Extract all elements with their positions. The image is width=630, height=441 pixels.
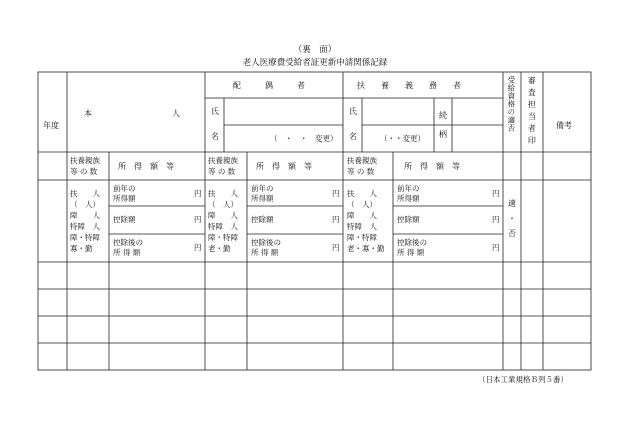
dependent-prev-year-l2: 所得額 bbox=[397, 194, 420, 203]
principal-dep-a: 扶 人 bbox=[70, 189, 100, 198]
clerk-seal-header: 審査担当者印 bbox=[527, 76, 537, 148]
principal-yen-3: 円 bbox=[194, 243, 202, 252]
dependent-income-header: 所 得 額 等 bbox=[404, 162, 460, 171]
dependent-after-ded-l1: 控除後の bbox=[397, 238, 427, 247]
spouse-header: 配 偶 者 bbox=[233, 81, 305, 90]
spouse-dep-count-l1: 扶養親族 bbox=[208, 156, 238, 165]
spouse-prev-year-l1: 前年の bbox=[251, 184, 274, 193]
principal-dep-count-l2: 等 の 数 bbox=[70, 167, 98, 176]
spouse-dep-a: 扶 人 bbox=[208, 189, 238, 198]
spouse-dep-f: 老・勤 bbox=[208, 244, 231, 253]
spouse-after-ded-l2: 所 得 額 bbox=[251, 248, 279, 257]
spouse-change-date: （ ・ ・ 変更） bbox=[270, 134, 338, 143]
dependent-dep-b: （ 人） bbox=[347, 200, 377, 209]
dependent-dep-a: 扶 人 bbox=[347, 189, 377, 198]
dependent-dep-count-l2: 等 の 数 bbox=[347, 167, 375, 176]
principal-dep-count-l1: 扶養親族 bbox=[70, 156, 100, 165]
principal-dep-e: 障・特障 bbox=[70, 233, 100, 242]
principal-dep-d: 特障 人 bbox=[70, 222, 100, 231]
principal-header: 本 人 bbox=[84, 109, 180, 118]
spouse-name-char-2: 名 bbox=[211, 132, 219, 141]
year-header: 年度 bbox=[43, 121, 59, 130]
spouse-dep-b: （ 人） bbox=[208, 200, 238, 209]
eligibility-mark-1: 適 bbox=[508, 199, 516, 208]
spouse-yen-3: 円 bbox=[332, 243, 340, 252]
spouse-yen-1: 円 bbox=[332, 189, 340, 198]
dependent-name-char-1: 氏 bbox=[349, 107, 357, 116]
relation-char-2: 柄 bbox=[439, 130, 447, 139]
dependent-dep-count-l1: 扶養親族 bbox=[347, 156, 377, 165]
relation-char-1: 続 bbox=[439, 111, 447, 120]
principal-deduction: 控除額 bbox=[113, 215, 136, 224]
principal-prev-year-l1: 前年の bbox=[113, 184, 136, 193]
principal-yen-2: 円 bbox=[194, 215, 202, 224]
spouse-dep-e: 障・特障 bbox=[208, 233, 238, 242]
spouse-yen-2: 円 bbox=[332, 215, 340, 224]
principal-yen-1: 円 bbox=[194, 189, 202, 198]
principal-prev-year-l2: 所得額 bbox=[113, 194, 136, 203]
dependent-prev-year-l1: 前年の bbox=[397, 184, 420, 193]
spouse-dep-c: 障 人 bbox=[208, 211, 238, 220]
spouse-dep-d: 特障 人 bbox=[208, 222, 238, 231]
principal-dep-c: 障 人 bbox=[70, 211, 100, 220]
principal-after-ded-l1: 控除後の bbox=[113, 238, 143, 247]
eligibility-header: 受給資格の適否 bbox=[506, 76, 516, 132]
dependent-dep-d: 特障 人 bbox=[347, 222, 377, 231]
paper-standard-note: （日本工業規格Ｂ列５番） bbox=[478, 375, 568, 384]
eligibility-mark-3: 否 bbox=[508, 229, 516, 238]
dependent-deduction: 控除額 bbox=[397, 215, 420, 224]
principal-income-header: 所 得 額 等 bbox=[118, 162, 174, 171]
eligibility-mark-2: ・ bbox=[508, 214, 516, 223]
dependent-header: 扶 養 義 務 者 bbox=[357, 81, 461, 90]
dependent-yen-2: 円 bbox=[492, 215, 500, 224]
form-title: 老人医療費受給者証更新申請関係記録 bbox=[242, 58, 388, 68]
spouse-after-ded-l1: 控除後の bbox=[251, 238, 281, 247]
spouse-deduction: 控除額 bbox=[251, 215, 274, 224]
spouse-name-char-1: 氏 bbox=[211, 107, 219, 116]
principal-after-ded-l2: 所 得 額 bbox=[113, 248, 141, 257]
dependent-dep-e: 障・特障 bbox=[347, 233, 377, 242]
dependent-after-ded-l2: 所 得 額 bbox=[397, 248, 425, 257]
spouse-prev-year-l2: 所得額 bbox=[251, 194, 274, 203]
spouse-dep-count-l2: 等 の 数 bbox=[208, 167, 236, 176]
spouse-income-header: 所 得 額 等 bbox=[256, 162, 312, 171]
principal-dep-b: （ 人） bbox=[70, 200, 100, 209]
remarks-header: 備考 bbox=[556, 121, 572, 130]
principal-dep-f: 寡・勤 bbox=[70, 244, 93, 253]
dependent-dep-c: 障 人 bbox=[347, 211, 377, 220]
dependent-change-date: （・・変更） bbox=[380, 134, 425, 143]
dependent-name-char-2: 名 bbox=[349, 132, 357, 141]
dependent-yen-3: 円 bbox=[492, 243, 500, 252]
side-label: （裏 面） bbox=[293, 45, 337, 55]
dependent-dep-f: 老・寡・勤 bbox=[347, 244, 385, 253]
dependent-yen-1: 円 bbox=[492, 189, 500, 198]
